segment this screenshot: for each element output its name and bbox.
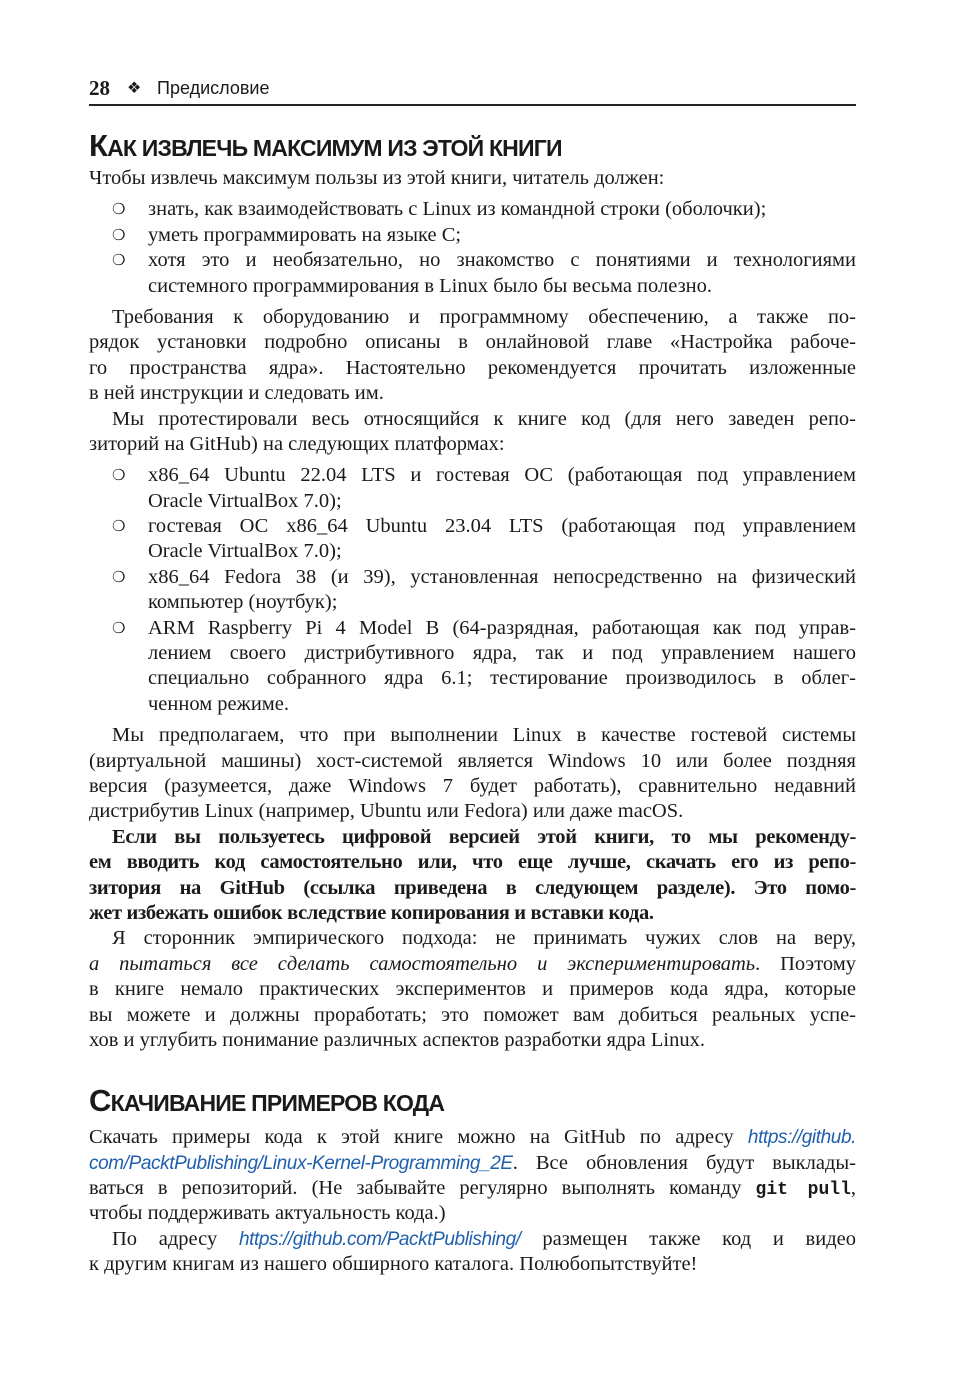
section-heading: КАК ИЗВЛЕЧЬ МАКСИМУМ ИЗ ЭТОЙ КНИГИ	[89, 128, 562, 163]
text-line	[148, 539, 856, 564]
paragraph	[89, 825, 856, 927]
paragraph	[89, 1227, 856, 1278]
circle-bullet-icon: ❍	[112, 251, 126, 270]
text-line	[89, 825, 856, 850]
repo-link[interactable]: https://github.	[747, 1127, 856, 1149]
text-line	[89, 381, 856, 406]
text-line	[89, 1151, 856, 1176]
text-segment: в ней инструкции и следовать им.	[89, 382, 384, 405]
list-item	[89, 616, 856, 718]
text-line	[148, 616, 856, 641]
list-item	[89, 514, 856, 565]
text-segment: Я сторонник эмпирического подхода: не принимать чужих слов на веру,	[112, 927, 856, 950]
text-line	[89, 432, 856, 457]
circle-bullet-icon: ❍	[112, 200, 126, 219]
circle-bullet-icon: ❍	[112, 618, 126, 637]
list-item	[89, 565, 856, 616]
circle-bullet-icon: ❍	[112, 517, 126, 536]
text-line	[89, 1003, 856, 1028]
chapter-title: Предисловие	[157, 77, 270, 98]
text-line	[89, 305, 856, 330]
text-line	[89, 1028, 856, 1053]
paragraph	[89, 166, 856, 191]
ornament-icon: ❖	[127, 80, 142, 97]
paragraph	[89, 407, 856, 458]
text-line	[89, 1227, 856, 1252]
text-segment: гостевая ОС x86_64 Ubuntu 23.04 LTS (работающая под управлением	[148, 515, 856, 538]
text-segment: уметь программировать на языке C;	[148, 223, 462, 246]
text-line	[89, 850, 856, 875]
text-line	[148, 641, 856, 666]
repo-link[interactable]: com/PacktPublishing/Linux-Kernel-Programming_2E	[89, 1152, 513, 1174]
text-line	[89, 799, 856, 824]
inline-code: git pull	[755, 1180, 851, 1201]
text-line	[89, 1252, 856, 1277]
section-heading: СКАЧИВАНИЕ ПРИМЕРОВ КОДА	[89, 1083, 445, 1119]
text-line	[148, 248, 856, 273]
text-line	[89, 952, 856, 977]
text-line	[89, 166, 856, 191]
text-segment: ARM Raspberry Pi 4 Model B (64-разрядная, работающая как под управ-	[148, 616, 856, 639]
paragraph	[89, 723, 856, 825]
text-line	[148, 514, 856, 539]
text-line	[89, 749, 856, 774]
text-segment: Если вы пользуетесь цифровой версией этой книги, то мы рекоменду-	[112, 825, 856, 848]
text-segment: хотя это и необязательно, но знакомство с понятиями и технологиями	[148, 249, 856, 272]
text-segment: жет избежать ошибок вследствие копирования и вставки кода.	[89, 901, 654, 924]
paragraph	[89, 1125, 856, 1227]
text-segment: ем вводить код самостоятельно или, что еще лучше, скачать его из репо-	[89, 851, 856, 874]
text-segment: Требования к оборудованию и программному обеспечению, а также по-	[112, 305, 856, 328]
text-line	[89, 876, 856, 901]
text-segment: лением своего дистрибутивного ядра, так и под управлением нашего	[148, 642, 856, 665]
text-segment: x86_64 Ubuntu 22.04 LTS и гостевая ОС (работающая под управлением	[148, 464, 856, 487]
text-segment: (виртуальной машины) хост-системой является Windows 10 или более поздняя	[89, 749, 856, 772]
text-segment: Мы предполагаем, что при выполнении Linux в качестве гостевой системы	[112, 724, 856, 747]
text-segment: зитория на GitHub (ссылка приведена в следующем разделе). Это помо-	[89, 876, 856, 899]
text-line	[89, 407, 856, 432]
text-segment: го пространства ядра». Настоятельно рекомендуется прочитать изложенные	[89, 356, 856, 379]
text-segment: Чтобы извлечь максимум пользы из этой книги, читатель должен:	[89, 167, 665, 189]
text-line	[148, 489, 856, 514]
text-segment: . Все обновления будут выклады-	[512, 1151, 856, 1174]
text-line	[89, 330, 856, 355]
bullet-list	[89, 197, 856, 299]
italic-text: а пытаться все сделать самостоятельно и экспериментировать	[89, 952, 756, 975]
text-segment: рядок установки подробно описаны в онлайновой главе «Настройка рабоче-	[89, 331, 856, 354]
text-segment: По адресу	[112, 1227, 239, 1250]
text-segment: дистрибутив Linux (например, Ubuntu или Fedora) или даже macOS.	[89, 800, 684, 823]
text-line	[148, 223, 856, 248]
text-segment: ,	[850, 1177, 856, 1200]
text-segment: компьютер (ноутбук);	[148, 591, 338, 614]
text-line	[89, 723, 856, 748]
repo-link[interactable]: https://github.com/PacktPublishing/	[238, 1228, 521, 1250]
text-segment: специально собранного ядра 6.1; тестирование производилось в облег-	[148, 667, 856, 690]
text-line	[148, 463, 856, 488]
text-line	[89, 356, 856, 381]
list-item	[89, 197, 856, 222]
text-line	[89, 1201, 856, 1226]
text-segment: системного программирования в Linux было бы весьма полезно.	[148, 274, 713, 297]
paragraph	[89, 926, 856, 1053]
text-segment: вы можете и должны проработать; это поможет вам добиться реальных успе-	[89, 1003, 856, 1026]
page-number: 28	[89, 75, 110, 100]
text-segment: в книге немало практических экспериментов и примеров кода ядра, которые	[89, 978, 856, 1001]
text-line	[148, 590, 856, 615]
text-line	[89, 926, 856, 951]
list-item	[89, 248, 856, 299]
text-line	[148, 666, 856, 691]
circle-bullet-icon: ❍	[112, 225, 126, 244]
text-line	[89, 977, 856, 1002]
text-line	[148, 565, 856, 590]
circle-bullet-icon: ❍	[112, 567, 126, 586]
circle-bullet-icon: ❍	[112, 466, 126, 485]
text-segment: хов и углубить понимание различных аспектов разработки ядра Linux.	[89, 1028, 705, 1051]
text-line	[89, 774, 856, 799]
text-segment: . Поэтому	[755, 952, 857, 975]
text-line	[148, 197, 856, 222]
book-page	[89, 74, 856, 1278]
text-line	[148, 692, 856, 717]
text-segment: Oracle VirtualBox 7.0);	[148, 540, 342, 563]
text-segment: Oracle VirtualBox 7.0);	[148, 489, 342, 512]
text-segment: Скачать примеры кода к этой книге можно на GitHub по адресу	[89, 1126, 748, 1149]
list-item	[89, 463, 856, 514]
text-line	[89, 901, 856, 926]
text-segment: ченном режиме.	[148, 692, 289, 715]
text-segment: чтобы поддерживать актуальность кода.)	[89, 1202, 446, 1225]
page-content	[89, 126, 856, 1278]
bullet-list	[89, 463, 856, 717]
text-segment: знать, как взаимодействовать с Linux из командной строки (оболочки);	[148, 198, 767, 221]
text-line	[89, 1176, 856, 1201]
text-segment: к другим книгам из нашего обширного каталога. Полюбопытствуйте!	[89, 1253, 698, 1276]
paragraph	[89, 305, 856, 407]
text-segment: ваться в репозиторий. (Не забывайте регулярно выполнять команду	[89, 1177, 756, 1200]
list-item	[89, 223, 856, 248]
text-segment: версия (разумеется, даже Windows 7 будет работать), сравнительно недавний	[89, 774, 856, 797]
running-header	[89, 74, 856, 106]
text-line	[148, 274, 856, 299]
text-segment: зиторий на GitHub) на следующих платформах:	[89, 432, 505, 455]
text-line	[89, 1125, 856, 1150]
text-segment: размещен также код и видео	[520, 1227, 856, 1250]
text-segment: x86_64 Fedora 38 (и 39), установленная непосредственно на физический	[148, 565, 856, 588]
text-segment: Мы протестировали весь относящийся к книге код (для него заведен репо-	[112, 407, 856, 430]
